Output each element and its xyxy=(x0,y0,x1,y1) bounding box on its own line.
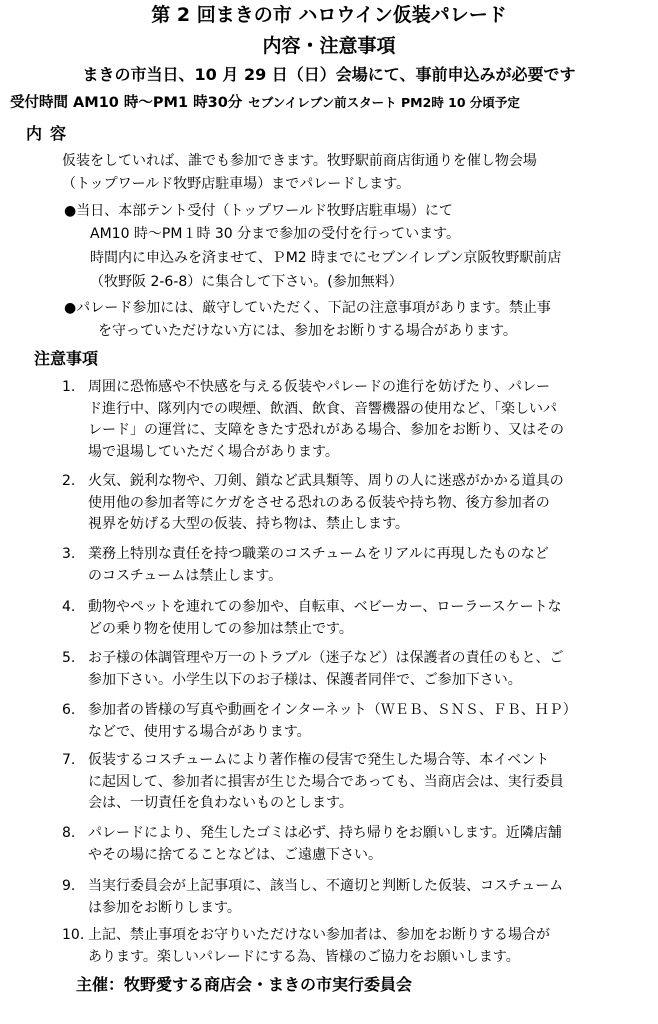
list-item xyxy=(62,471,646,536)
item-number: 10. xyxy=(62,927,85,943)
item-number: 8. xyxy=(62,825,76,841)
item-text: 動物やペットを連れての参加や、自転車、ベビーカー、ローラースケートな どの乗り物を使用しての参加は禁止です。 xyxy=(88,599,562,637)
item-number: 4. xyxy=(62,599,76,615)
list-item xyxy=(62,750,646,815)
list-item xyxy=(62,700,646,743)
list-item xyxy=(62,876,646,919)
list-item xyxy=(62,597,646,640)
bullet-line: AM10 時～PM１時 30 分まで参加の受付を行っています。 xyxy=(90,226,461,242)
list-item xyxy=(62,823,646,866)
page-subtitle: 内容・注意事項 xyxy=(262,35,396,57)
item-number: 5. xyxy=(62,650,76,666)
item-number: 2. xyxy=(62,473,76,489)
content-heading: 内容 xyxy=(26,124,75,143)
registration-notice: まきの市当日、10 月 29 日（日）会場にて、事前申込みが必要です xyxy=(82,65,576,84)
item-number: 7. xyxy=(62,752,76,768)
item-number: 9. xyxy=(62,878,76,894)
bullet-line: （牧野阪 2-6-8）に集合して下さい。(参加無料） xyxy=(90,274,403,290)
content-intro-line: （トップワールド牧野店駐車場）までパレードします。 xyxy=(62,176,411,192)
notes-heading: 注意事項 xyxy=(34,349,99,368)
item-number: 3. xyxy=(62,546,76,562)
bullet-line: を守っていただけない方には、参加をお断りする場合があります。 xyxy=(98,323,517,339)
bullet-line: ●当日、本部テント受付（トップワールド牧野店駐車場）にて xyxy=(64,203,453,219)
list-item xyxy=(62,925,646,968)
list-item xyxy=(62,648,646,691)
page-title: 第 2 回まきの市 ハロウイン仮装パレード xyxy=(151,4,507,26)
item-text: 参加者の皆様の写真や動画をインターネット（ＷＥＢ、ＳＮＳ、ＦＢ、ＨＰ） などで、使用する場合があります。 xyxy=(88,702,577,740)
item-text: お子様の体調管理や万一のトラブル（迷子など）は保護者の責任のもと、ご 参加下さい。小学生以下のお子様は、保護者同伴で、ご参加下さい。 xyxy=(88,650,564,688)
list-item xyxy=(62,544,646,587)
item-number: 6. xyxy=(62,702,76,718)
reception-info xyxy=(10,92,520,114)
start-info: セブンイレブン前スタート PM2時 10 分頃予定 xyxy=(248,95,520,110)
item-text: 火気、鋭利な物や、刀剣、鎖など武具類等、周りの人に迷惑がかかる道具の 使用他の参加者等にケガをさせる恐れのある仮装や持ち物、後方参加者の 視界を妨げる大型の仮装、持ち物は、禁止します。 xyxy=(88,473,564,532)
item-text: 周囲に恐怖感や不快感を与える仮装やパレードの進行を妨げたり、パレー ド進行中、隊列内での喫煙、飲酒、飲食、音響機器の使用など、「楽しいパ レード」の運営に、支障をきたす恐れがある場合、参加をお断り、又はその 場で退場していただく場合があります。 xyxy=(88,379,564,460)
list-item xyxy=(62,377,646,463)
reception-time: 受付時間 AM10 時～PM1 時30分 xyxy=(10,95,243,111)
item-text: パレードにより、発生したゴミは必ず、持ち帰りをお願いします。近隣店舗 やその場に捨てることなどは、ご遠慮下さい。 xyxy=(88,825,562,863)
item-text: 上記、禁止事項をお守りいただけない参加者は、参加をお断りする場合が あります。楽しいパレードにする為、皆様のご協力をお願いします。 xyxy=(88,927,550,965)
item-text: 業務上特別な責任を持つ職業のコスチュームをリアルに再現したものなど のコスチュームは禁止します。 xyxy=(88,546,549,584)
item-number: 1. xyxy=(62,379,76,395)
bullet-line: 時間内に申込みを済ませて、ＰM2 時までにセブンイレブン京阪牧野駅前店 xyxy=(90,250,562,266)
organizer-footer: 主催：牧野愛する商店会・まきの市実行委員会 xyxy=(76,975,413,994)
item-text: 仮装するコスチュームにより著作権の侵害で発生した場合等、本イベント に起因して、参加者に損害が生じた場合であっても、当商店会は、実行委員 会は、一切責任を負わないものとします。 xyxy=(88,752,564,811)
item-text: 当実行委員会が上記事項に、該当し、不適切と判断した仮装、コスチューム は参加をお断りします。 xyxy=(88,878,564,916)
content-intro-line: 仮装をしていれば、誰でも参加できます。牧野駅前商店街通りを催し物会場 xyxy=(62,153,537,169)
bullet-line: ●パレード参加には、厳守していただく、下記の注意事項があります。禁止事 xyxy=(64,300,551,316)
